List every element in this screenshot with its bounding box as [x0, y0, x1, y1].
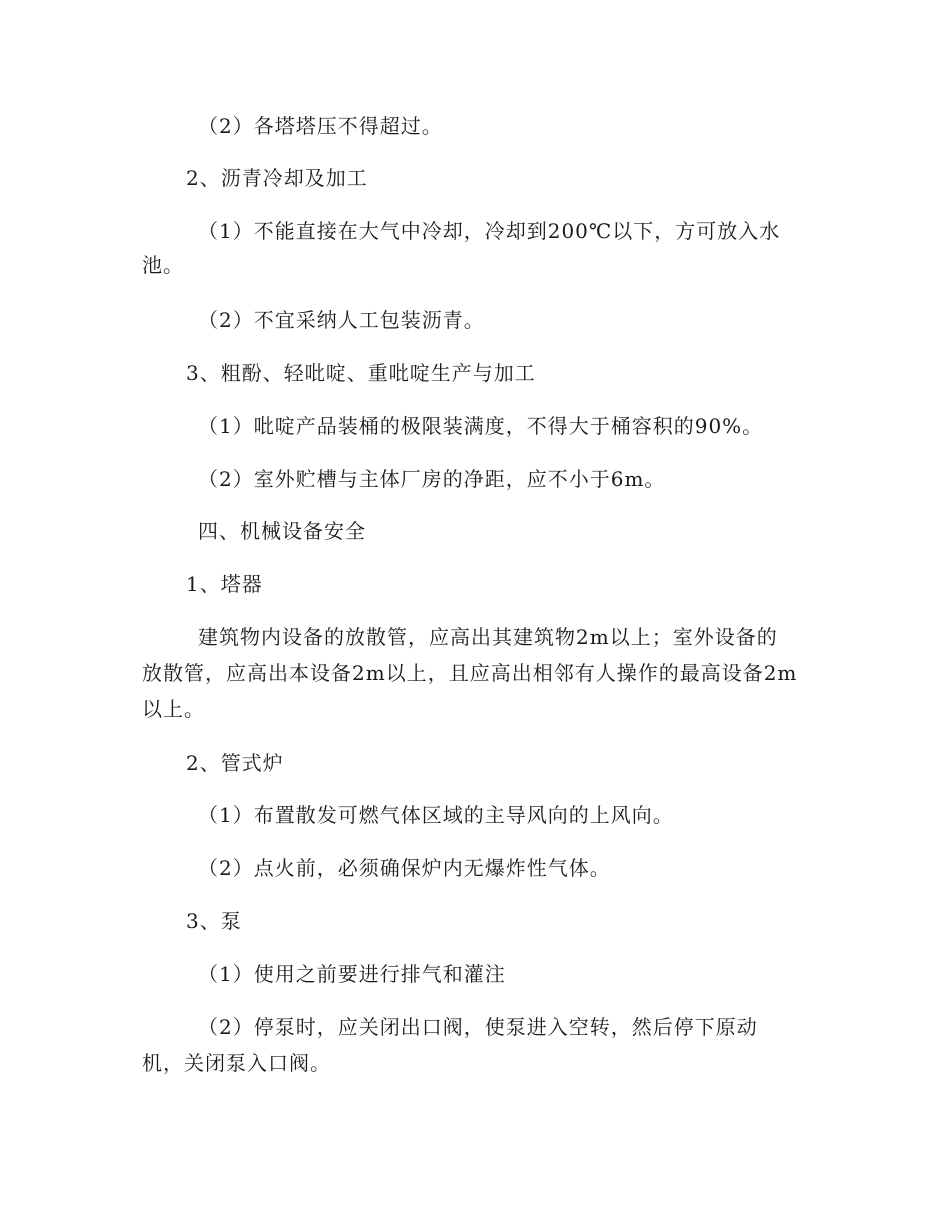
section-heading: 3、粗酚、轻吡啶、重吡啶生产与加工 [186, 361, 536, 385]
text-line: （2）各塔塔压不得超过。 [198, 114, 443, 138]
section-heading: 2、沥青冷却及加工 [186, 166, 368, 190]
text-line: 以上。 [142, 697, 205, 721]
text-line: 机，关闭泵入口阀。 [142, 1051, 331, 1075]
text-line: （1）使用之前要进行排气和灌注 [198, 962, 506, 986]
section-heading: 2、管式炉 [186, 751, 284, 775]
text-line: （2）点火前，必须确保炉内无爆炸性气体。 [198, 856, 611, 880]
text-line: 建筑物内设备的放散管，应高出其建筑物2m以上；室外设备的 [198, 625, 778, 649]
chapter-heading: 四、机械设备安全 [198, 519, 366, 543]
text-line: （2）室外贮槽与主体厂房的净距，应不小于6m。 [198, 467, 666, 491]
text-line: 放散管，应高出本设备2m以上，且应高出相邻有人操作的最高设备2m [142, 661, 798, 685]
text-line: （2）不宜采纳人工包装沥青。 [198, 308, 485, 332]
text-line: 池。 [142, 253, 184, 277]
section-heading: 3、泵 [186, 909, 242, 933]
text-line: （1）布置散发可燃气体区域的主导风向的上风向。 [198, 803, 674, 827]
text-line: （1）不能直接在大气中冷却，冷却到200℃以下，方可放入水 [198, 219, 781, 243]
text-line: （1）吡啶产品装桶的极限装满度，不得大于桶容积的90%。 [198, 414, 764, 438]
text-line: （2）停泵时，应关闭出口阀，使泵进入空转，然后停下原动 [198, 1015, 758, 1039]
section-heading: 1、塔器 [186, 572, 263, 596]
